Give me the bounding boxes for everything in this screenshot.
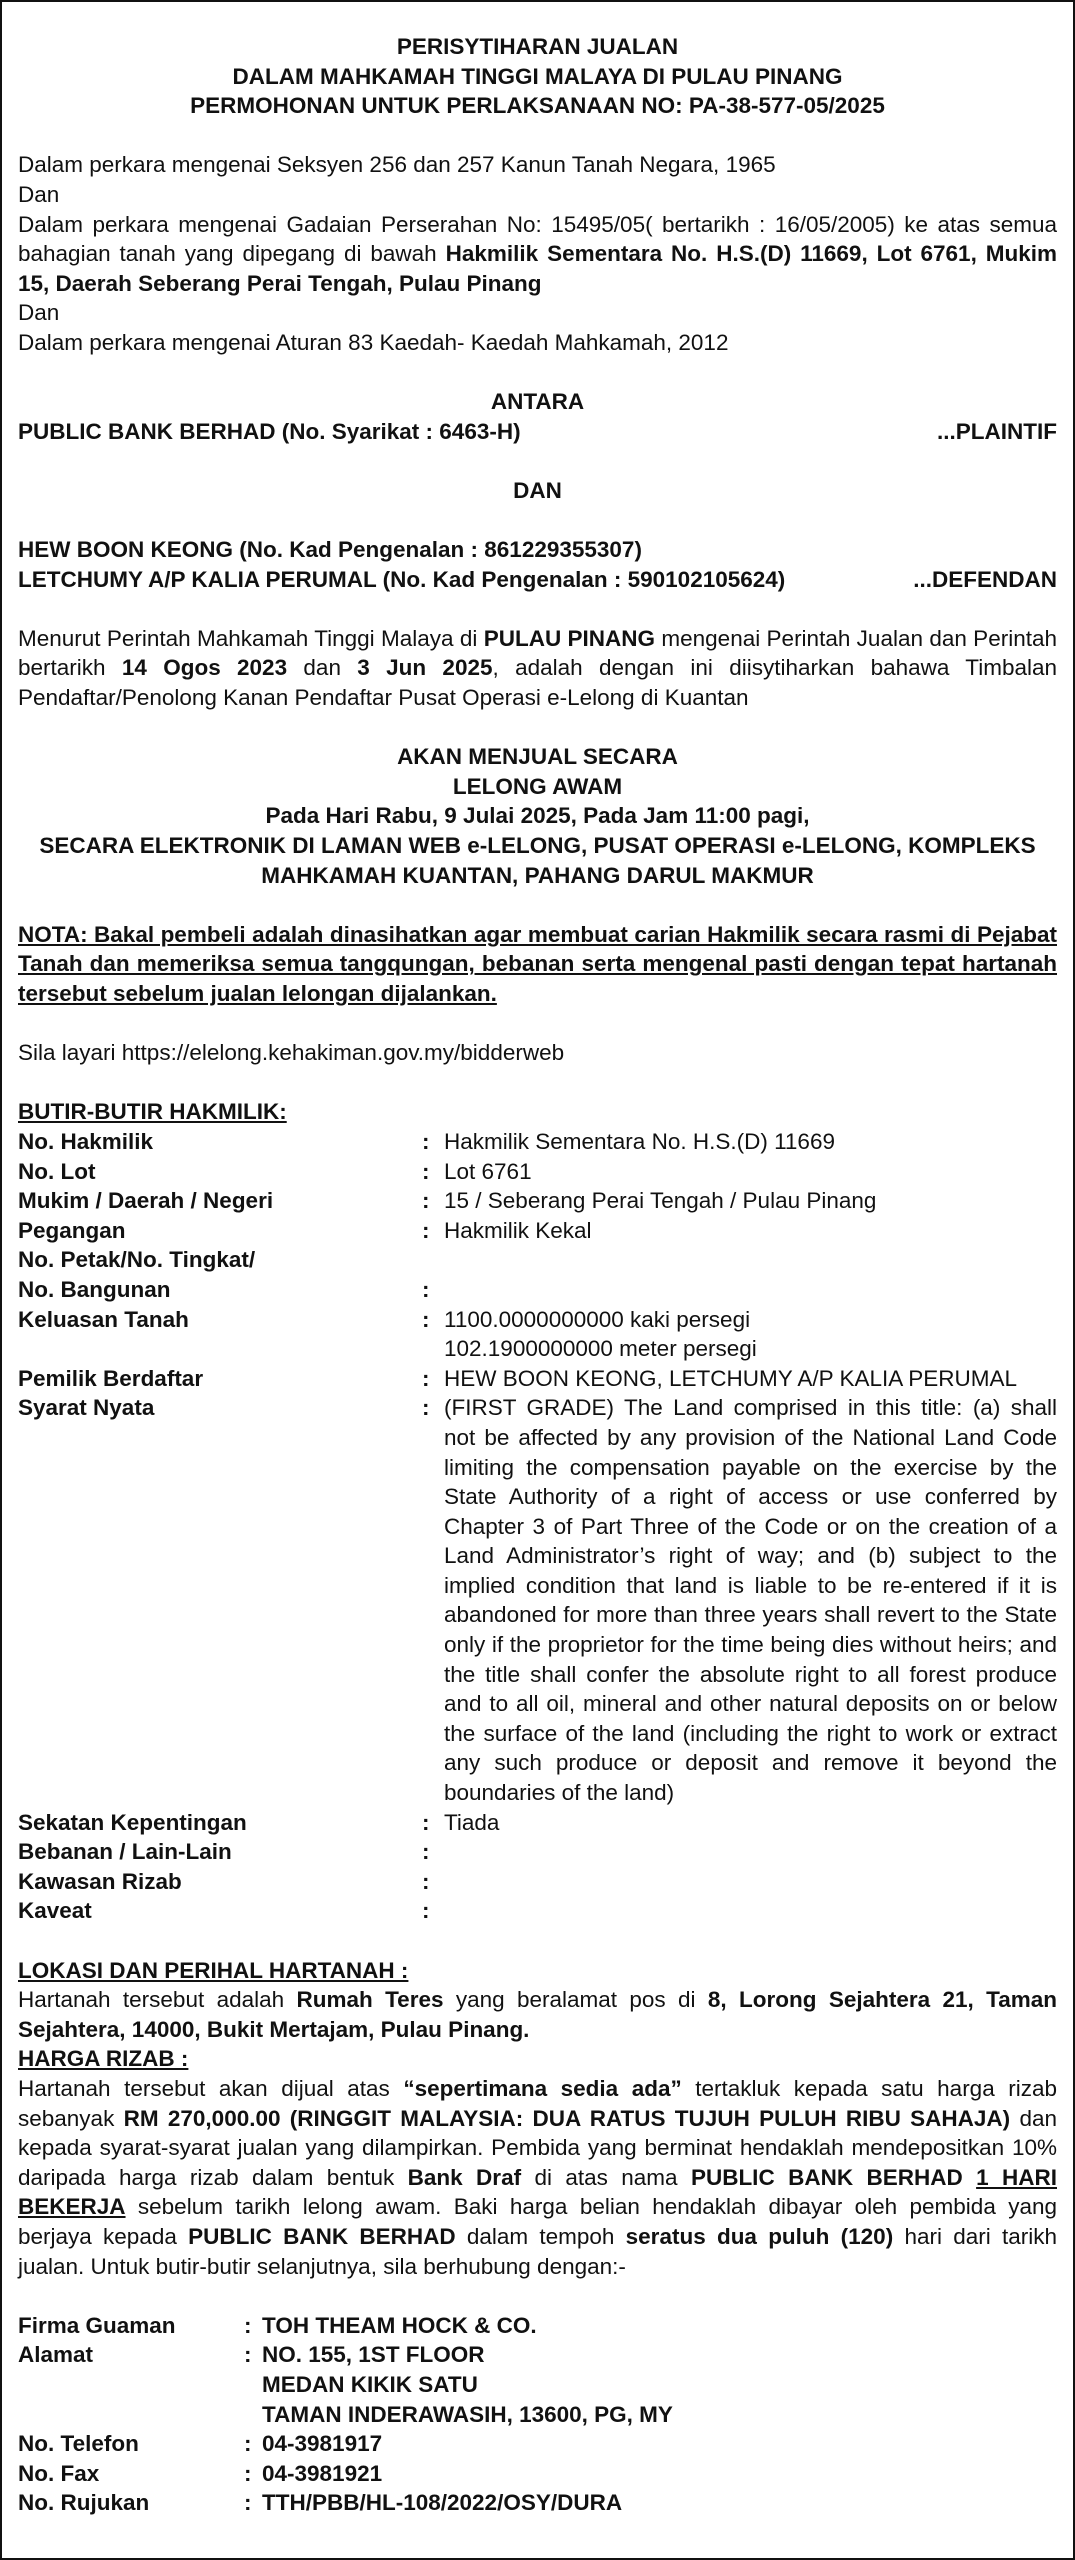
header-title: PERISYTIHARAN JUALAN (396, 34, 679, 59)
detail-colon: : (422, 1128, 430, 1154)
detail-value: Tiada (444, 1809, 500, 1835)
reserve-text-3: dan kepada syarat-syarat jualan yang dilampirkan. Pembida yang berminat hendaklah mendepositkan 10% daripada harga rizab dalam bentuk (18, 2105, 1057, 2190)
reserve-price: RM 270,000.00 (RINGGIT MALAYSIA: DUA RATUS TUJUH PULUH RIBU SAHAJA) (123, 2105, 1011, 2131)
matter-and-1: Dan (18, 181, 60, 207)
as-is-condition: “sepertimana sedia ada” (403, 2075, 682, 2101)
detail-row-lot (18, 1157, 1057, 1187)
order-text-4: , adalah dengan ini diisytiharkan bahawa Timbalan Pendaftar/Penolong Kanan Pendaftar Pusat Operasi e-Lelong di Kuantan (18, 655, 1057, 711)
reserve-text-6: dalam tempoh (455, 2223, 626, 2249)
bank-name-2: PUBLIC BANK BERHAD (188, 2223, 456, 2249)
detail-label: Kawasan Rizab (18, 1868, 182, 1894)
deposit-deadline: 1 HARI BEKERJA (18, 2164, 1057, 2220)
location-text-1: Hartanah tersebut adalah (18, 1987, 297, 2013)
header-court: DALAM MAHKAMAH TINGGI MALAYA DI PULAU PINANG (232, 63, 843, 89)
auction-date-time: Pada Hari Rabu, 9 Julai 2025, Pada Jam 11:00 pagi, (265, 803, 810, 829)
contact-colon: : (244, 2460, 252, 2486)
detail-row-sekatan (18, 1808, 1057, 1838)
location-paragraph (18, 1985, 1057, 2044)
detail-row-syarat (18, 1393, 1057, 1807)
detail-colon: : (422, 1809, 430, 1835)
detail-colon: : (422, 1839, 430, 1865)
detail-label: No. Lot (18, 1158, 96, 1184)
buyer-note: NOTA: Bakal pembeli adalah dinasihatkan agar membuat carian Hakmilik secara rasmi di Pejabat Tanah dan memeriksa semua tangqungan, bebanan serta mengenal pasti dengan tepat hartanah tersebut sebelum jualan lelongan dijalankan. (18, 921, 1057, 1006)
order-date-2: 3 Jun 2025 (357, 655, 493, 681)
detail-row-rizab (18, 1867, 1057, 1897)
defendant-2: LETCHUMY A/P KALIA PERUMAL (No. Kad Pengenalan : 590102105624) (18, 566, 786, 592)
detail-value-empty (444, 1867, 1057, 1897)
bank-draft: Bank Draf (407, 2164, 522, 2190)
detail-colon: : (422, 1395, 430, 1421)
detail-colon-empty (422, 1245, 444, 1275)
detail-label: Syarat Nyata (18, 1395, 155, 1421)
header-application-no: PERMOHONAN UNTUK PERLAKSANAAN NO: PA-38-577-05/2025 (190, 93, 885, 119)
law-firm-name: TOH THEAM HOCK & CO. (262, 2312, 537, 2338)
address-line-2: MEDAN KIKIK SATU (262, 2371, 478, 2397)
antara-heading: ANTARA (490, 389, 585, 415)
area-sqm: 102.1900000000 meter persegi (444, 1336, 757, 1362)
reserve-text-4: di atas nama (521, 2164, 691, 2190)
phone-number: 04-3981917 (262, 2431, 383, 2457)
detail-value-empty (444, 1896, 1057, 1926)
plaintiff-role: ...PLAINTIF (937, 418, 1057, 444)
detail-colon: : (422, 1868, 430, 1894)
auction-line-2: LELONG AWAM (452, 773, 623, 799)
bank-name-1: PUBLIC BANK BERHAD (690, 2164, 963, 2190)
detail-row-keluasan (18, 1305, 1057, 1364)
detail-row-bebanan (18, 1837, 1057, 1867)
notice-header (18, 32, 1057, 121)
title-details-heading: BUTIR-BUTIR HAKMILIK: (18, 1099, 287, 1125)
contact-row-fax (18, 2459, 1057, 2489)
contact-label: No. Fax (18, 2460, 100, 2486)
matter-1: Dalam perkara mengenai Seksyen 256 dan 257 Kanun Tanah Negara, 1965 (18, 152, 776, 178)
detail-value: Lot 6761 (444, 1158, 532, 1184)
detail-label: Sekatan Kepentingan (18, 1809, 247, 1835)
contact-colon: : (244, 2312, 252, 2338)
defendant-1: HEW BOON KEONG (No. Kad Pengenalan : 861229355307) (18, 537, 642, 563)
detail-value: HEW BOON KEONG, LETCHUMY A/P KALIA PERUMAL (444, 1365, 1018, 1391)
location-heading: LOKASI DAN PERIHAL HARTANAH : (18, 1957, 409, 1983)
detail-row-mukim (18, 1186, 1057, 1216)
detail-row-pemilik (18, 1364, 1057, 1394)
website-line: Sila layari https://elelong.kehakiman.gov.my/bidderweb (18, 1040, 565, 1066)
contact-label: No. Telefon (18, 2431, 139, 2457)
reserve-text-2: tertakluk kepada satu harga rizab sebanyak (18, 2075, 1057, 2131)
order-text-3: dan (287, 655, 358, 681)
dan-heading: DAN (513, 477, 562, 503)
reserve-paragraph (18, 2074, 1057, 2281)
detail-value: Hakmilik Sementara No. H.S.(D) 11669 (444, 1128, 835, 1154)
order-paragraph (18, 624, 1057, 713)
plaintiff-row (18, 417, 1057, 447)
contact-colon: : (244, 2431, 252, 2457)
contact-row-reference (18, 2488, 1057, 2518)
detail-value-express-condition: (FIRST GRADE) The Land comprised in this title: (a) shall not be affected by any provision of the National Land Code limiting the compensation payable on the exercise by the State Authority of a right of access or use conferred by Chapter 3 of Part Three of the Code or on the creation of a Land Administrator’s right of way; and (b) subject to the implied condition that land is liable to be re-entered if it is abandoned for more than three years shall revert to the State only if the proprietor for the time being dies without heirs; and the title shall confer the absolute right to all forest produce and to all oil, mineral and other natural deposits on or below the surface of the land (including the right to work or extract any such produce or deposit and remove it beyond the boundaries of the land) (444, 1395, 1057, 1806)
detail-colon: : (422, 1158, 430, 1184)
reference-number: TTH/PBB/HL-108/2022/OSY/DURA (262, 2490, 623, 2516)
detail-label: Mukim / Daerah / Negeri (18, 1188, 274, 1214)
detail-colon: : (422, 1306, 430, 1332)
detail-value-empty (444, 1837, 1057, 1867)
defendant-role: ...DEFENDAN (913, 566, 1057, 592)
area-sqft: 1100.0000000000 kaki persegi (444, 1306, 751, 1332)
matter-and-2: Dan (18, 300, 60, 326)
detail-row-petak (18, 1245, 1057, 1275)
detail-colon: : (422, 1188, 430, 1214)
contact-colon: : (244, 2490, 252, 2516)
detail-label: No. Hakmilik (18, 1128, 154, 1154)
detail-label: No. Bangunan (18, 1276, 171, 1302)
contact-label: No. Rujukan (18, 2490, 150, 2516)
order-text-2: mengenai Perintah Jualan dan Perintah bertarikh (18, 625, 1057, 681)
contact-row-address (18, 2340, 1057, 2429)
detail-label: Pegangan (18, 1217, 126, 1243)
detail-colon: : (422, 1898, 430, 1924)
address-line-1: NO. 155, 1ST FLOOR (262, 2342, 485, 2368)
matter-2-title: Hakmilik Sementara No. H.S.(D) 11669, Lot 6761, Mukim 15, Daerah Seberang Perai Tengah, Pulau Pinang (18, 241, 1057, 296)
detail-value (444, 1305, 1057, 1364)
reserve-text-1: Hartanah tersebut akan dijual atas (18, 2075, 404, 2101)
detail-label: Kaveat (18, 1898, 92, 1924)
auction-line-1: AKAN MENJUAL SECARA (397, 744, 678, 770)
detail-row-bangunan (18, 1275, 1057, 1305)
order-text-1: Menurut Perintah Mahkamah Tinggi Malaya di (18, 625, 484, 651)
detail-colon: : (422, 1276, 430, 1302)
auction-venue-1: SECARA ELEKTRONIK DI LAMAN WEB e-LELONG, PUSAT OPERASI e-LELONG, KOMPLEKS (39, 833, 1036, 859)
contact-label: Alamat (18, 2342, 94, 2368)
detail-label: Bebanan / Lain-Lain (18, 1839, 232, 1865)
order-date-1: 14 Ogos 2023 (121, 655, 288, 681)
matter-2 (18, 210, 1057, 299)
detail-value: Hakmilik Kekal (444, 1217, 592, 1243)
contact-row-phone (18, 2429, 1057, 2459)
location-text-2: yang beralamat pos di (443, 1987, 708, 2013)
reserve-text-5: sebelum tarikh lelong awam. Baki harga belian hendaklah dibayar oleh pembida yang berjaya kepada (18, 2194, 1057, 2249)
detail-colon: : (422, 1217, 430, 1243)
plaintiff-name: PUBLIC BANK BERHAD (No. Syarikat : 6463-H) (18, 418, 521, 444)
detail-value-empty (444, 1275, 1057, 1305)
fax-number: 04-3981921 (262, 2460, 383, 2486)
detail-label: No. Petak/No. Tingkat/ (18, 1247, 256, 1273)
auction-block (18, 742, 1057, 890)
detail-label: Pemilik Berdaftar (18, 1365, 204, 1391)
auction-venue-2: MAHKAMAH KUANTAN, PAHANG DARUL MAKMUR (261, 862, 814, 888)
contact-colon: : (244, 2342, 252, 2368)
order-location: PULAU PINANG (483, 625, 656, 651)
reserve-text-7: hari dari tarikh jualan. Untuk butir-butir selanjutnya, sila berhubung dengan:- (18, 2223, 1057, 2279)
defendant-2-row (18, 565, 1057, 595)
detail-row-kaveat (18, 1896, 1057, 1926)
property-type: Rumah Teres (296, 1987, 444, 2013)
detail-colon: : (422, 1365, 430, 1391)
contact-row-firm (18, 2311, 1057, 2341)
law-firm-address (262, 2340, 1057, 2429)
reserve-heading: HARGA RIZAB : (18, 2046, 189, 2072)
detail-row-hakmilik (18, 1127, 1057, 1157)
contact-label: Firma Guaman (18, 2312, 176, 2338)
property-address: 8, Lorong Sejahtera 21, Taman Sejahtera, 14000, Bukit Mertajam, Pulau Pinang. (18, 1987, 1057, 2042)
payment-period: seratus dua puluh (120) (625, 2223, 894, 2249)
detail-label: Keluasan Tanah (18, 1306, 189, 1332)
address-line-3: TAMAN INDERAWASIH, 13600, PG, MY (262, 2401, 673, 2427)
matter-3: Dalam perkara mengenai Aturan 83 Kaedah- Kaedah Mahkamah, 2012 (18, 329, 729, 355)
detail-value: 15 / Seberang Perai Tengah / Pulau Pinang (444, 1188, 877, 1214)
detail-row-pegangan (18, 1216, 1057, 1246)
detail-value-empty (444, 1245, 1057, 1275)
matter-2-text: Dalam perkara mengenai Gadaian Perserahan No: 15495/05( bertarikh : 16/05/2005) ke atas semua bahagian tanah yang dipegang di bawah (18, 211, 1057, 267)
